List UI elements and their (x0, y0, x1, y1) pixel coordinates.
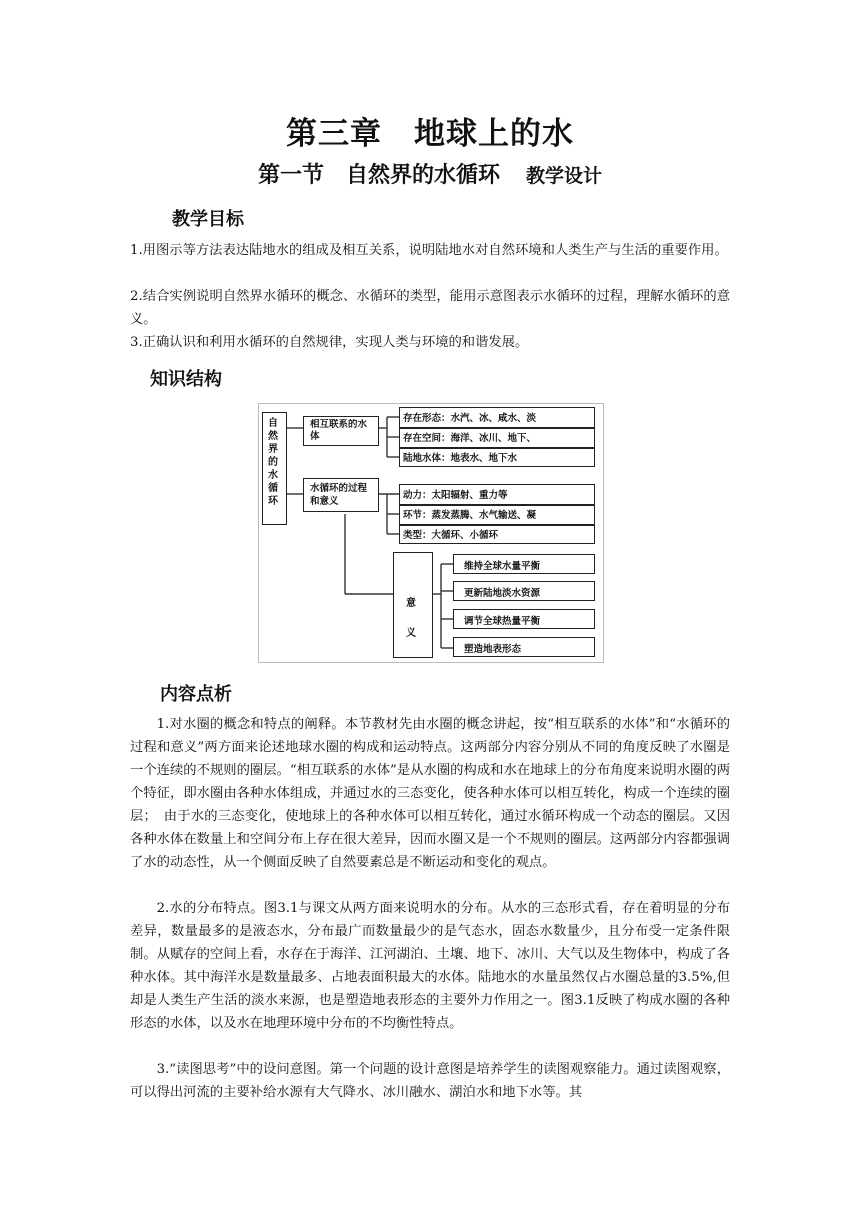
analysis-paragraph-1: 1.对水圈的概念和特点的阐释。本节教材先由水圈的概念讲起，按“相互联系的水体”和“水循环的过程和意义”两方面来论述地球水圈的构成和运动特点。这两部分内容分别从不同的角度反映了水圈是一个连续的不规则的圈层。“相互联系的水体”是从水圈的构成和水在地球上的分布角度来说明水圈的两个特征，即水圈由各种水体组成，并通过水的三态变化，使各种水体可以相互转化，构成一个连续的圈层； 由于水的三态变化，使地球上的各种水体可以相互转化，通过水循环构成一个动态的圈层。又因各种水体在数量上和空间分布上存在很大差异，因而水圈又是一个不规则的圈层。这两部分内容都强调了水的动态性，从一个侧面反映了自然要素总是不断运动和变化的观点。 (130, 717, 730, 870)
branch-node-water-bodies-label: 相互联系的水体 (310, 419, 368, 442)
branch1-item-1: 存在形态：水汽、冰、咸水、淡 (403, 413, 537, 424)
section-title (0, 158, 860, 189)
branch-node-water-cycle (303, 478, 379, 512)
branch1-divider-2 (399, 447, 595, 449)
meaning-item-1: 维持全球水量平衡 (464, 561, 541, 572)
branch2-divider-2 (399, 524, 595, 526)
branch1-divider-1 (399, 427, 595, 429)
branch2-item-1: 动力：太阳辐射、重力等 (403, 490, 508, 501)
meaning-item-2: 更新陆地淡水资源 (464, 588, 541, 599)
meaning-item-3: 调节全球热量平衡 (464, 616, 541, 627)
analysis-heading: 内容点析 (160, 684, 232, 705)
root-node (262, 412, 287, 525)
meaning-item-box-3 (453, 609, 595, 629)
analysis-paragraph-3: 3.“读图思考”中的设问意图。第一个问题的设计意图是培养学生的读图观察能力。通过读图观察，可以得出河流的主要补给水源有大气降水、冰川融水、湖泊水和地下水等。其 (130, 1062, 730, 1100)
branch1-item-2: 存在空间：海洋、冰川、地下、 (403, 433, 537, 444)
branch-node-water-cycle-label: 水循环的过程和意义 (310, 483, 368, 507)
goal-item-3: 3.正确认识和利用水循环的自然规律，实现人类与环境的和谐发展。 (130, 335, 529, 350)
meaning-item-box-1 (453, 554, 595, 574)
meaning-node (393, 552, 433, 658)
meaning-item-box-4 (453, 637, 595, 657)
structure-heading: 知识结构 (150, 369, 222, 390)
goal-item-2: 2.结合实例说明自然界水循环的概念、水循环的类型，能用示意图表示水循环的过程，理解水循环的意义。 (130, 289, 730, 327)
meaning-node-label: 意义 (406, 598, 416, 639)
branch2-divider-1 (399, 504, 595, 506)
knowledge-structure-diagram (258, 403, 604, 663)
analysis-paragraph-2: 2.水的分布特点。图3.1与课文从两方面来说明水的分布。从水的三态形式看，存在着明显的分布差异，数量最多的是液态水，分布最广而数量最少的是气态水，固态水数量少，且分布受一定条件限制。从赋存的空间上看，水存在于海洋、江河湖泊、土壤、地下、冰川、大气以及生物体中，构成了各种水体。其中海洋水是数量最多、占地表面积最大的水体。陆地水的水量虽然仅占水圈总量的3.5%,但却是人类生产生活的淡水来源，也是塑造地表形态的主要外力作用之一。图3.1反映了构成水圈的各种形态的水体，以及水在地理环境中分布的不均衡性特点。 (130, 901, 730, 1031)
chapter-title: 第三章 地球上的水 (286, 116, 574, 152)
branch1-item-3: 陆地水体：地表水、地下水 (403, 453, 518, 464)
meaning-item-4: 塑造地表形态 (464, 644, 522, 655)
section-subtitle: 教学设计 (526, 165, 603, 187)
section-title-text: 第一节 自然界的水循环 (257, 163, 500, 188)
goal-item-1: 1.用图示等方法表达陆地水的组成及相互关系，说明陆地水对自然环境和人类生产与生活的重要作用。 (130, 243, 728, 258)
branch2-item-2: 环节：蒸发蒸腾、水气输送、凝 (403, 510, 537, 521)
goals-heading: 教学目标 (172, 209, 244, 230)
root-node-label: 自然界的水循环 (268, 418, 278, 507)
branch-node-water-bodies (303, 416, 379, 446)
branch2-item-3: 类型：大循环、小循环 (403, 530, 499, 541)
meaning-item-box-2 (453, 581, 595, 601)
